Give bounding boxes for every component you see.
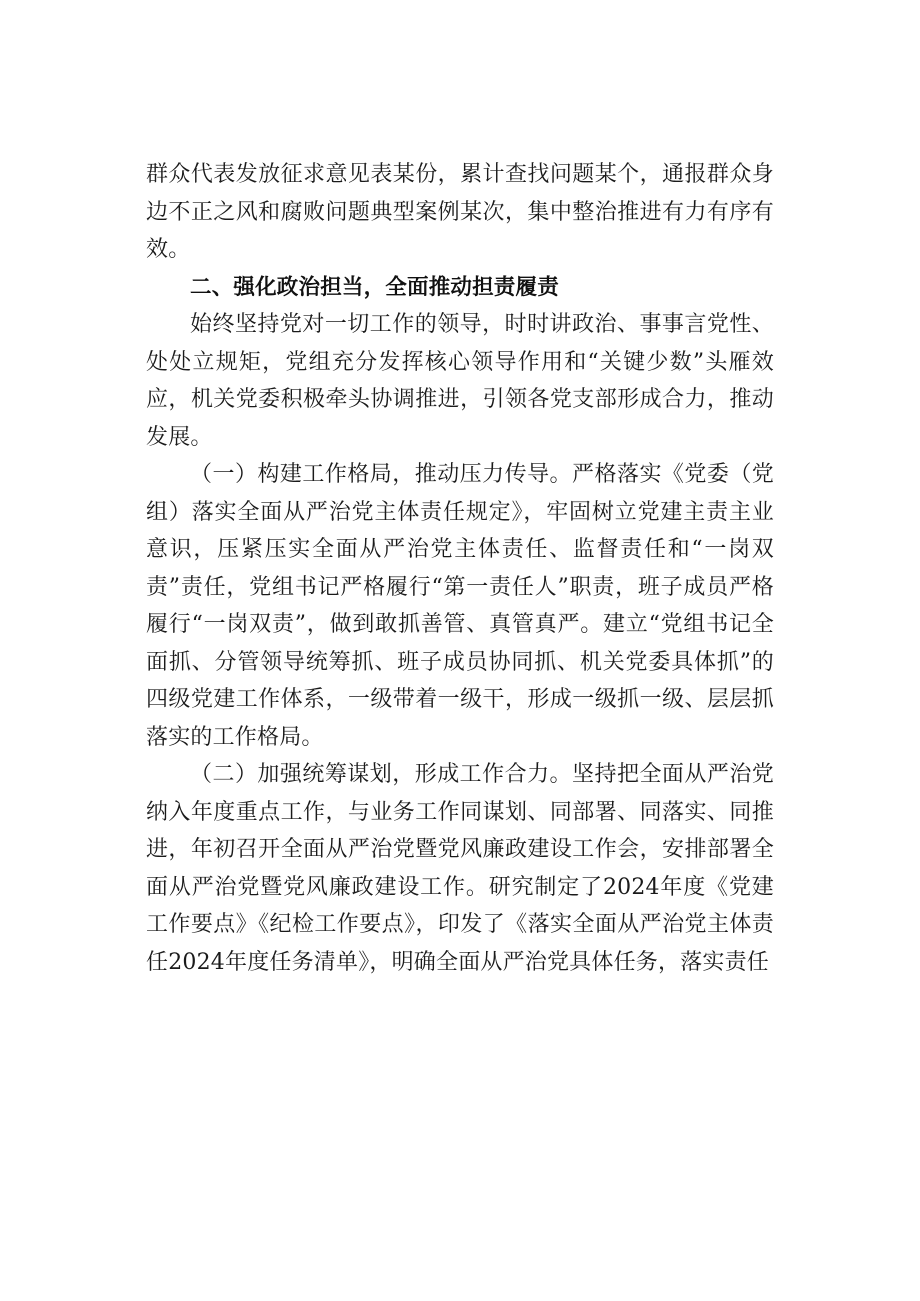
section-heading: 二、强化政治担当，全面推动担责履责 <box>190 274 559 300</box>
paragraph-subsection-2: （二）加强统筹谋划，形成工作合力。坚持把全面从严治党纳入年度重点工作，与业务工作同谋划、同部署、同落实、同推进，年初召开全面从严治党暨党风廉政建设工作会，安排部署全面从严治党暨党风廉政建设工作。研究制定了2024年度《党建工作要点》《纪检工作要点》，印发了《落实全面从严治党主体责任2024年度任务清单》，明确全面从严治党具体任务，落实责任 <box>146 762 774 975</box>
paragraph-continuation: 群众代表发放征求意见表某份，累计查找问题某个，通报群众身边不正之风和腐败问题典型案例某次，集中整治推进有力有序有效。 <box>146 162 774 262</box>
paragraph-subsection-1: （一）构建工作格局，推动压力传导。严格落实《党委（党组）落实全面从严治党主体责任规定》，牢固树立党建主责主业意识，压紧压实全面从严治党主体责任、监督责任和“一岗双责”责任，党组书记严格履行“第一责任人”职责，班子成员严格履行“一岗双责”，做到敢抓善管、真管真严。建立“党组书记全面抓、分管领导统筹抓、班子成员协同抓、机关党委具体抓”的四级党建工作体系，一级带着一级干，形成一级抓一级、层层抓落实的工作格局。 <box>146 462 774 750</box>
paragraph-intro: 始终坚持党对一切工作的领导，时时讲政治、事事言党性、处处立规矩，党组充分发挥核心领导作用和“关键少数”头雁效应，机关党委积极牵头协调推进，引领各党支部形成合力，推动发展。 <box>146 312 774 450</box>
document-body <box>146 156 774 981</box>
